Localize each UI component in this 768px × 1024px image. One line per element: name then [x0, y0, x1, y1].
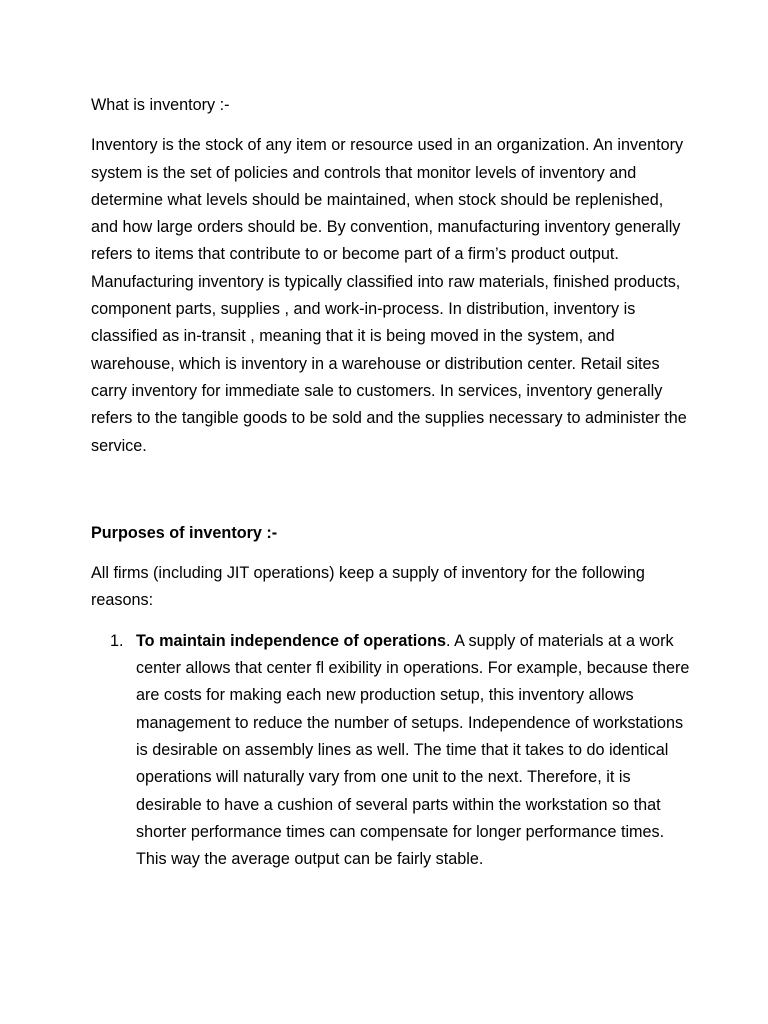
purposes-list	[91, 628, 691, 874]
list-item	[91, 628, 691, 874]
list-item-text: . A supply of materials at a work center allows that center fl exibility in operations. For example, because there are costs for making each new production setup, this inventory allows management to reduce the number of setups. Independence of workstations is desirable on assembly lines as well. The time that it takes to do identical operations will naturally vary from one unit to the next. Therefore, it is desirable to have a cushion of several parts within the workstation so that shorter performance times can compensate for longer performance times. This way the average output can be fairly stable.	[136, 631, 690, 869]
purposes-intro-paragraph: All firms (including JIT operations) keep a supply of inventory for the following reasons:	[91, 564, 645, 610]
document-page	[91, 92, 691, 873]
list-item-number: 1.	[110, 631, 124, 650]
list-item-lead: To maintain independence of operations	[136, 631, 446, 650]
section-heading-what-is-inventory: What is inventory :-	[91, 96, 230, 114]
inventory-definition-paragraph: Inventory is the stock of any item or resource used in an organization. An inventory system is the set of policies and controls that monitor levels of inventory and determine what levels should be maintained, when stock should be replenished, and how large orders should be. By convention, manufacturing inventory generally refers to items that contribute to or become part of a firm’s product output. Manufacturing inventory is typically classified into raw materials, finished products, component parts, supplies , and work-in-process. In distribution, inventory is classified as in-transit , meaning that it is being moved in the system, and warehouse, which is inventory in a warehouse or distribution center. Retail sites carry inventory for immediate sale to customers. In services, inventory generally refers to the tangible goods to be sold and the supplies necessary to administer the service.	[91, 136, 687, 455]
section-heading-purposes-of-inventory: Purposes of inventory :-	[91, 523, 278, 542]
